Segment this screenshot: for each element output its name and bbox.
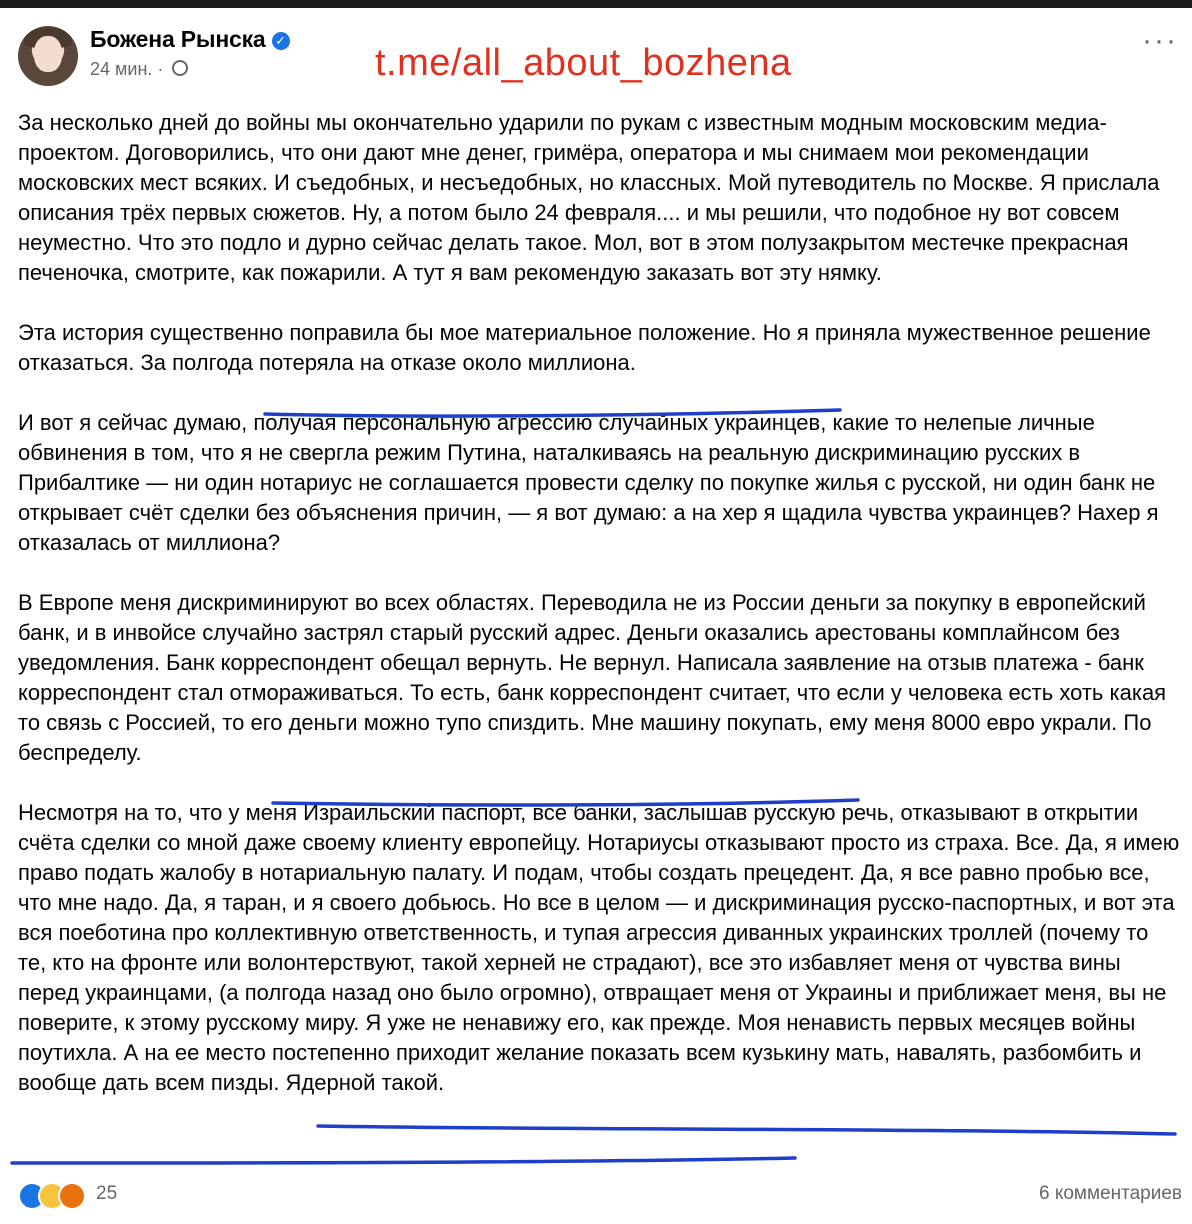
meta-separator: · [157, 59, 164, 79]
verified-badge-icon: ✓ [272, 32, 290, 50]
author-name[interactable]: Божена Рынска [90, 26, 266, 52]
post-paragraph: В Европе меня дискриминируют во всех областях. Переводила не из России деньги за покупку в европейский банк, и в инвойсе случайно застрял старый русский адрес. Деньги оказались арестованы комплайнсом без уведомления. Банк корреспондент обещал вернуть. Не вернул. Написала заявление на отзыв платежа - банк корреспондент стал отмораживаться. То есть, банк корреспондент считает, что если у человека есть хоть какая то связь с Россией, то его деньги можно тупо спиздить. Мне машину покупать, ему меня 8000 евро украли. По беспределу. [18, 590, 1167, 765]
globe-icon [172, 60, 188, 76]
comments-count-link[interactable]: 6 комментариев [1038, 1183, 1182, 1204]
post-footer [18, 1178, 1182, 1210]
post-paragraph: Несмотря на то, что у меня Израильский паспорт, все банки, заслышав русскую речь, отказывают в открытии счёта сделки со мной даже своему клиенту европейцу. Нотариусы отказывают просто из страха. Все. Да, я имею право подать жалобу в нотариальную палату. И подам, чтобы создать прецедент. Да, я все равно пробью все, что мне надо. Да, я таран, и я своего добьюсь. Но все в целом — и дискриминация русско-паспортных, и вот эта вся поеботина про коллективную ответственность, и тупая агрессия диванных украинских троллей (почему то те, кто на фронте или волонтерствуют, такой херней не страдают), все это избавляет меня от чувства вины перед украинцами, (а полгода назад оно было огромно), отвращает меня от Украины и приближает меня, вы не поверите, к этому русскому миру. Я уже не ненавижу его, как прежде. Моя ненависть первых месяцев войны поутихла. А на ее место постепенно приходит желание показать всем кузькину мать, навалять, разбомбить и вообще дать всем пизды. Ядерной такой. [18, 800, 1180, 1095]
post-paragraph: Эта история существенно поправила бы мое материальное положение. Но я приняла мужественное решение отказаться. За полгода потеряла на отказе около миллиона. [18, 320, 1151, 375]
post-body [18, 108, 1182, 1098]
reactions-summary[interactable] [18, 1182, 98, 1208]
underline-stroke [12, 1158, 795, 1163]
reactions-count[interactable]: 25 [96, 1183, 118, 1204]
more-options-button[interactable]: ··· [1142, 24, 1178, 57]
underline-stroke [318, 1126, 1175, 1134]
angry-reaction-icon [58, 1182, 86, 1210]
post-timestamp[interactable]: 24 мин. [90, 59, 153, 79]
post-meta [90, 59, 188, 80]
post-paragraph: За несколько дней до войны мы окончательно ударили по рукам с известным модным московским медиа-проектом. Договорились, что они дают мне денег, гримёра, оператора и мы снимаем мои рекомендации московских мест всяких. И съедобных, и несъедобных, но классных. Мой путеводитель по Москве. Я прислала описания трёх первых сюжетов. Ну, а потом было 24 февраля.... и мы решили, что подобное ну вот совсем неуместно. Что это подло и дурно сейчас делать такое. Мол, вот в этом полузакрытом местечке прекрасная печеночка, смотрите, как пожарили. А тут я вам рекомендую заказать вот эту нямку. [18, 110, 1160, 285]
avatar[interactable] [18, 26, 78, 86]
top-edge [0, 0, 1192, 8]
author-name-link[interactable] [90, 26, 290, 53]
channel-watermark: t.me/all_about_bozhena [375, 42, 792, 84]
post-paragraph: И вот я сейчас думаю, получая персональную агрессию случайных украинцев, какие то нелепые личные обвинения в том, что я не свергла режим Путина, наталкиваясь на реальную дискриминацию русских в Прибалтике — ни один нотариус не соглашается провести сделку по покупке жилья с русской, ни один банк не открывает счёт сделки без объяснения причин, — я вот думаю: а на хер я щадила чувства украинцев? Нахер я отказалась от миллиона? [18, 410, 1159, 555]
